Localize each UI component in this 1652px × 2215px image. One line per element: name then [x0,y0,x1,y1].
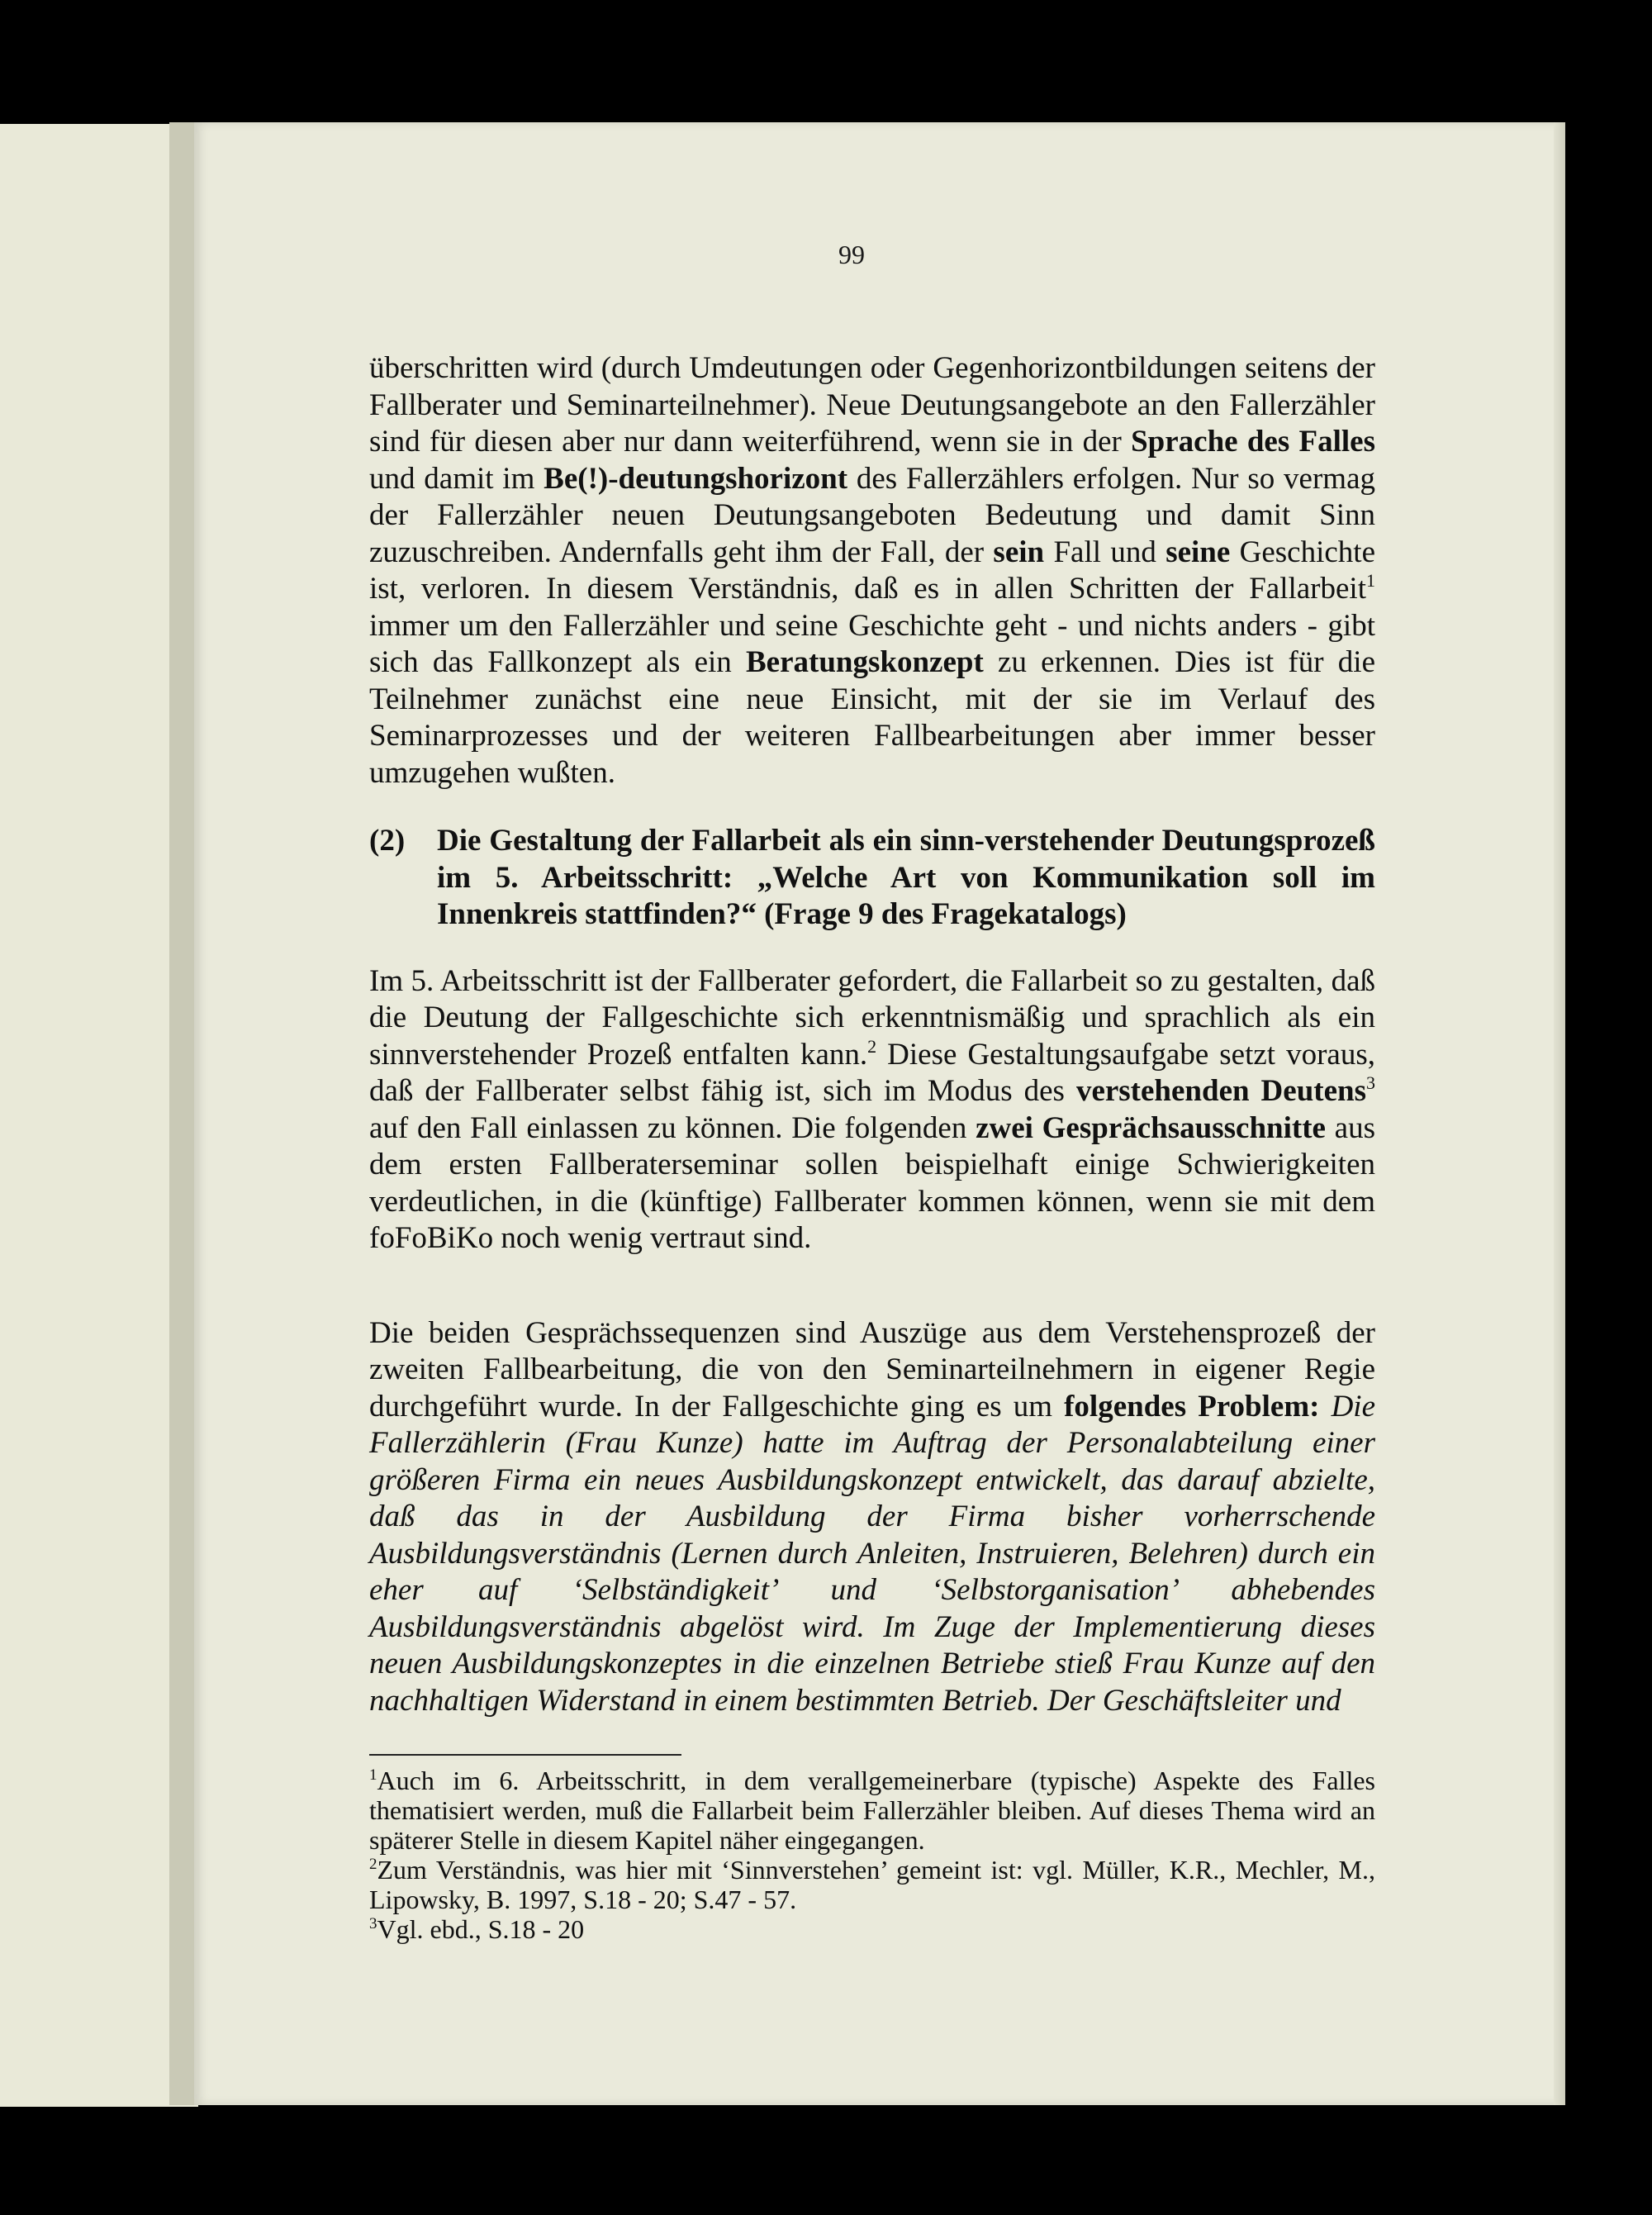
footnote-2: $^2$Zum Verständnis, was hier mit ‘Sinnverstehen’ gemeint ist: vgl. Müller, K.R., Mechler, M., Lipowsky, B. 1997, S.18 - 20; S.47 - 57. [369,1855,1375,1914]
case-description: Die Fallerzählerin (Frau Kunze) hatte im Auftrag der Personalabteilung einer größeren Firma ein neues Ausbildungskonzept entwickelt, das darauf abzielte, daß das in der Ausbildung der Firma bisher vorherrschende Ausbildungsverständnis (Lernen durch Anleiten, Instruieren, Belehren) durch ein eher auf ‘Selbständigkeit’ und ‘Selbstorganisation’ abhebendes Ausbildungsverständnis abgelöst wird. Im Zuge der Implementierung dieses neuen Ausbildungskonzeptes in die einzelnen Betriebe stieß Frau Kunze auf den nachhaltigen Widerstand in einem bestimmten Betrieb. Der Geschäftsleiter und [369,1389,1375,1718]
footnote-rule [369,1754,681,1756]
underlying-page [0,124,198,2107]
footnote-mark: 3 [369,1915,377,1932]
emphasis: seine [1165,535,1231,569]
emphasis: Sprache des Falles [1131,425,1375,459]
emphasis: sein [993,535,1045,569]
emphasis: verstehenden Deutens [1075,1074,1366,1108]
footnote-ref-3[interactable]: 3 [1366,1072,1375,1093]
page-number: 99 [838,240,865,269]
footnote-3: $^3$Vgl. ebd., S.18 - 20 [369,1914,585,1944]
emphasis: zwei Gesprächsausschnitte [976,1110,1326,1145]
paragraph-3: Die beiden Gesprächssequenzen sind Auszüge aus dem Verstehensprozeß der zweiten Fallbearbeitung, die von den Seminarteilnehmern in eigener Regie durchgeführt wurde. In der Fallgeschichte ging es um folgendes Problem: Die Fallerzählerin (Frau Kunze) hatte im Auftrag der Personalabteilung einer größeren Firma ein neues Ausbildungskonzept entwickelt, das darauf abzielte, daß das in der Ausbildung der Firma bisher vorherrschende Ausbildungsverständnis (Lernen durch Anleiten, Instruieren, Belehren) durch ein eher auf ‘Selbständigkeit’ und ‘Selbstorganisation’ abhebendes Ausbildungsverständnis abgelöst wird. Im Zuge der Implementierung dieses neuen Ausbildungskonzeptes in die einzelnen Betriebe stieß Frau Kunze auf den nachhaltigen Widerstand in einem bestimmten Betrieb. Der Geschäftsleiter und [369,1315,1375,1718]
footnote-mark: 1 [369,1766,377,1784]
section-title: Die Gestaltung der Fallarbeit als ein sinn-verstehender Deutungsprozeß im 5. Arbeitsschritt: „Welche Art von Kommunikation soll im Innenkreis stattfinden?“ (Frage 9 des Fragekatalogs) [437,824,1375,931]
section-heading [369,823,1375,934]
footnotes [369,1766,1375,1944]
body-text [369,350,1375,1719]
footnote-ref-1[interactable]: 1 [1366,570,1375,591]
emphasis: Beratungskonzept [746,645,984,679]
paragraph-1: überschritten wird (durch Umdeutungen oder Gegenhorizontbildungen seitens der Fallberater und Seminarteilnehmer). Neue Deutungsangebote an den Fallerzähler sind für diesen aber nur dann weiterführend, wenn sie in der Sprache des Falles und damit im Be(!)-deutungshorizont des Fallerzählers erfolgen. Nur so vermag der Fallerzähler neuen Deutungsangeboten Bedeutung und damit Sinn zuzuschreiben. Andernfalls geht ihm der Fall, der sein Fall und seine Geschichte ist, verloren. In diesem Verständnis, daß es in allen Schritten der Fallarbeit$^1$ immer um den Fallerzähler und seine Geschichte geht - und nichts anders - gibt sich das Fallkonzept als ein Beratungskonzept zu erkennen. Dies ist für die Teilnehmer zunächst eine neue Einsicht, mit der sie im Verlauf des Seminarprozesses und der weiteren Fallbearbeitungen aber immer besser umzugehen wußten. [369,351,1376,790]
footnote-1: $^1$Auch im 6. Arbeitsschritt, in dem verallgemeinerbare (typische) Aspekte des Falles thematisiert werden, muß die Fallarbeit beim Fallerzähler bleiben. Auf dieses Thema wird an späterer Stelle in diesem Kapitel näher eingegangen. [369,1766,1375,1855]
emphasis: Be(!)-deutungshorizont [544,461,848,496]
section-number: (2) [369,824,406,858]
emphasis: folgendes Problem: [1064,1389,1320,1424]
footnote-mark: 2 [369,1856,377,1873]
page-edge [1554,122,1565,2105]
paragraph-2: Im 5. Arbeitsschritt ist der Fallberater gefordert, die Fallarbeit so zu gestalten, daß die Deutung der Fallgeschichte sich erkenntnismäßig und sprachlich als ein sinnverstehender Prozeß entfalten kann.$^2$ Diese Gestaltungsaufgabe setzt voraus, daß der Fallberater selbst fähig ist, sich im Modus des verstehenden Deutens$^3$ auf den Fall einlassen zu können. Die folgenden zwei Gesprächsausschnitte aus dem ersten Fallberaterseminar sollen beispielhaft einige Schwierigkeiten verdeutlichen, in die (künftige) Fallberater kommen können, wenn sie mit dem foFoBiKo noch wenig vertraut sind. [369,963,1375,1255]
footnote-ref-2[interactable]: 2 [867,1035,877,1057]
